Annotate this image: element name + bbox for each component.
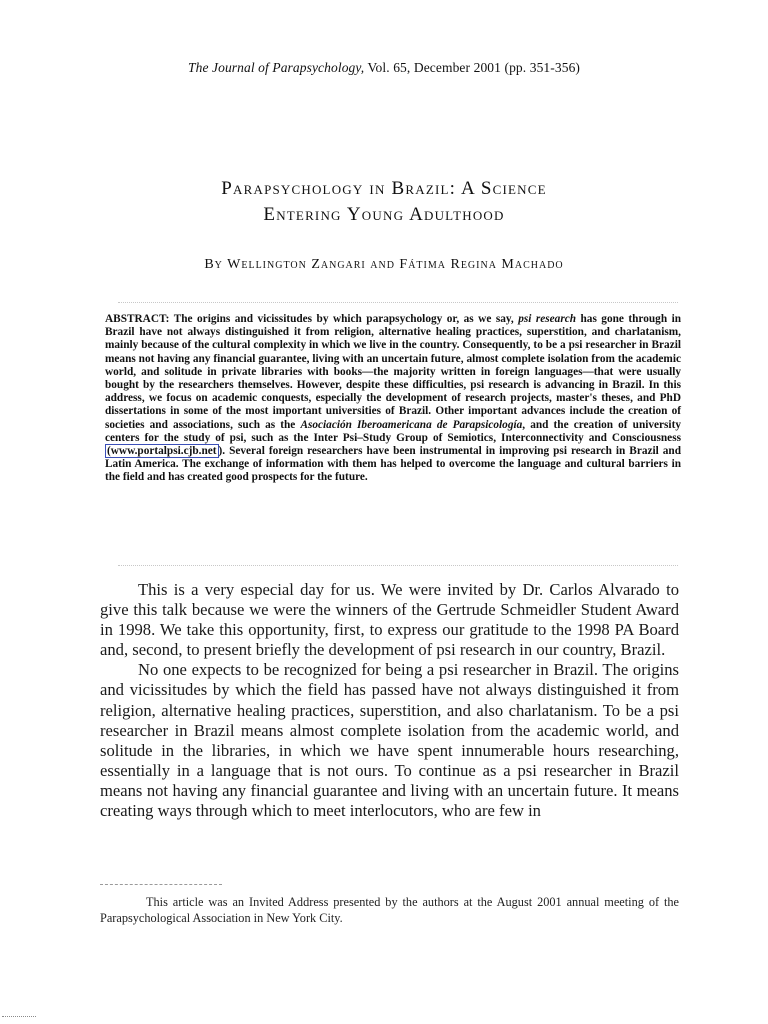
abstract: [105, 313, 681, 485]
footnote: [100, 894, 679, 926]
body-text: [100, 580, 679, 821]
abstract-text-4: ). Several foreign researchers have been instrumental in improving psi research in Brazil and Latin America. The exchange of information with them has helped to overcome the language and cultural barriers in the field and has created good prospects for the future.: [105, 445, 681, 484]
author-byline: By Wellington Zangari and Fátima Regina Machado: [204, 257, 564, 272]
article-title: [0, 176, 768, 228]
abstract-text-3: , and the creation of university centers for the study of psi, such as the Inter Psi–Study Group of Semiotics, Interconnectivity and Consciousness: [105, 418, 681, 444]
abstract-text-1: ABSTRACT: The origins and vicissitudes by which parapsychology or, as we say,: [105, 313, 519, 325]
portal-link[interactable]: (www.portalpsi.cjb.net: [107, 445, 217, 458]
title-line-1: Parapsychology in Brazil: A Science: [221, 178, 547, 199]
journal-issue-details: Vol. 65, December 2001 (pp. 351-356): [364, 60, 581, 75]
abstract-text-2: has gone through in Brazil have not always distinguished it from religion, alternative healing practices, superstition, and charlatanism, mainly because of the cultural complexity in which we live in the country. Consequently, to be a psi researcher in Brazil means not having any financial guarantee, living with an uncertain future, almost complete isolation from the academic world, and solitude in private libraries with books—the majority written in foreign languages—that were usually bought by the researchers themselves. However, despite these difficulties, psi research is advancing in Brazil. In this address, we focus on academic conquests, especially the development of research projects, master's theses, and PhD dissertations in some of the most important universities of Brazil. Other important advances include the creation of societies and associations, such as the: [105, 313, 681, 431]
running-head: [0, 60, 768, 76]
scan-artifact-mark: [2, 1016, 36, 1020]
journal-name: The Journal of Parapsychology,: [187, 60, 365, 75]
abstract-bottom-rule: [118, 565, 678, 566]
abstract-top-rule: [118, 302, 678, 303]
abstract-italic-psi-research: psi research: [518, 313, 577, 325]
title-line-2: Entering Young Adulthood: [263, 204, 505, 225]
abstract-italic-asociacion: Asociación Iberoamericana de Parapsicología: [300, 418, 523, 431]
body-paragraph-2: No one expects to be recognized for being a psi researcher in Brazil. The origins and vicissitudes by which the field has passed have not always distinguished it from religion, alternative healing practices, superstition, and also charlatanism. To be a psi researcher in Brazil means almost complete isolation from the academic world, and solitude in the libraries, in which we have spent innumerable hours researching, essentially in a language that is not ours. To continue as a psi researcher in Brazil means not having any financial guarantee and living with an uncertain future. It means creating ways through which to meet interlocutors, who are few in: [100, 660, 679, 821]
footnote-rule: [100, 884, 222, 885]
body-paragraph-1: This is a very especial day for us. We were invited by Dr. Carlos Alvarado to give this talk because we were the winners of the Gertrude Schmeidler Student Award in 1998. We take this opportunity, first, to express our gratitude to the 1998 PA Board and, second, to present briefly the development of psi research in our country, Brazil.: [100, 580, 679, 660]
footnote-text: This article was an Invited Address presented by the authors at the August 2001 annual meeting of the Parapsychological Association in New York City.: [100, 895, 679, 925]
